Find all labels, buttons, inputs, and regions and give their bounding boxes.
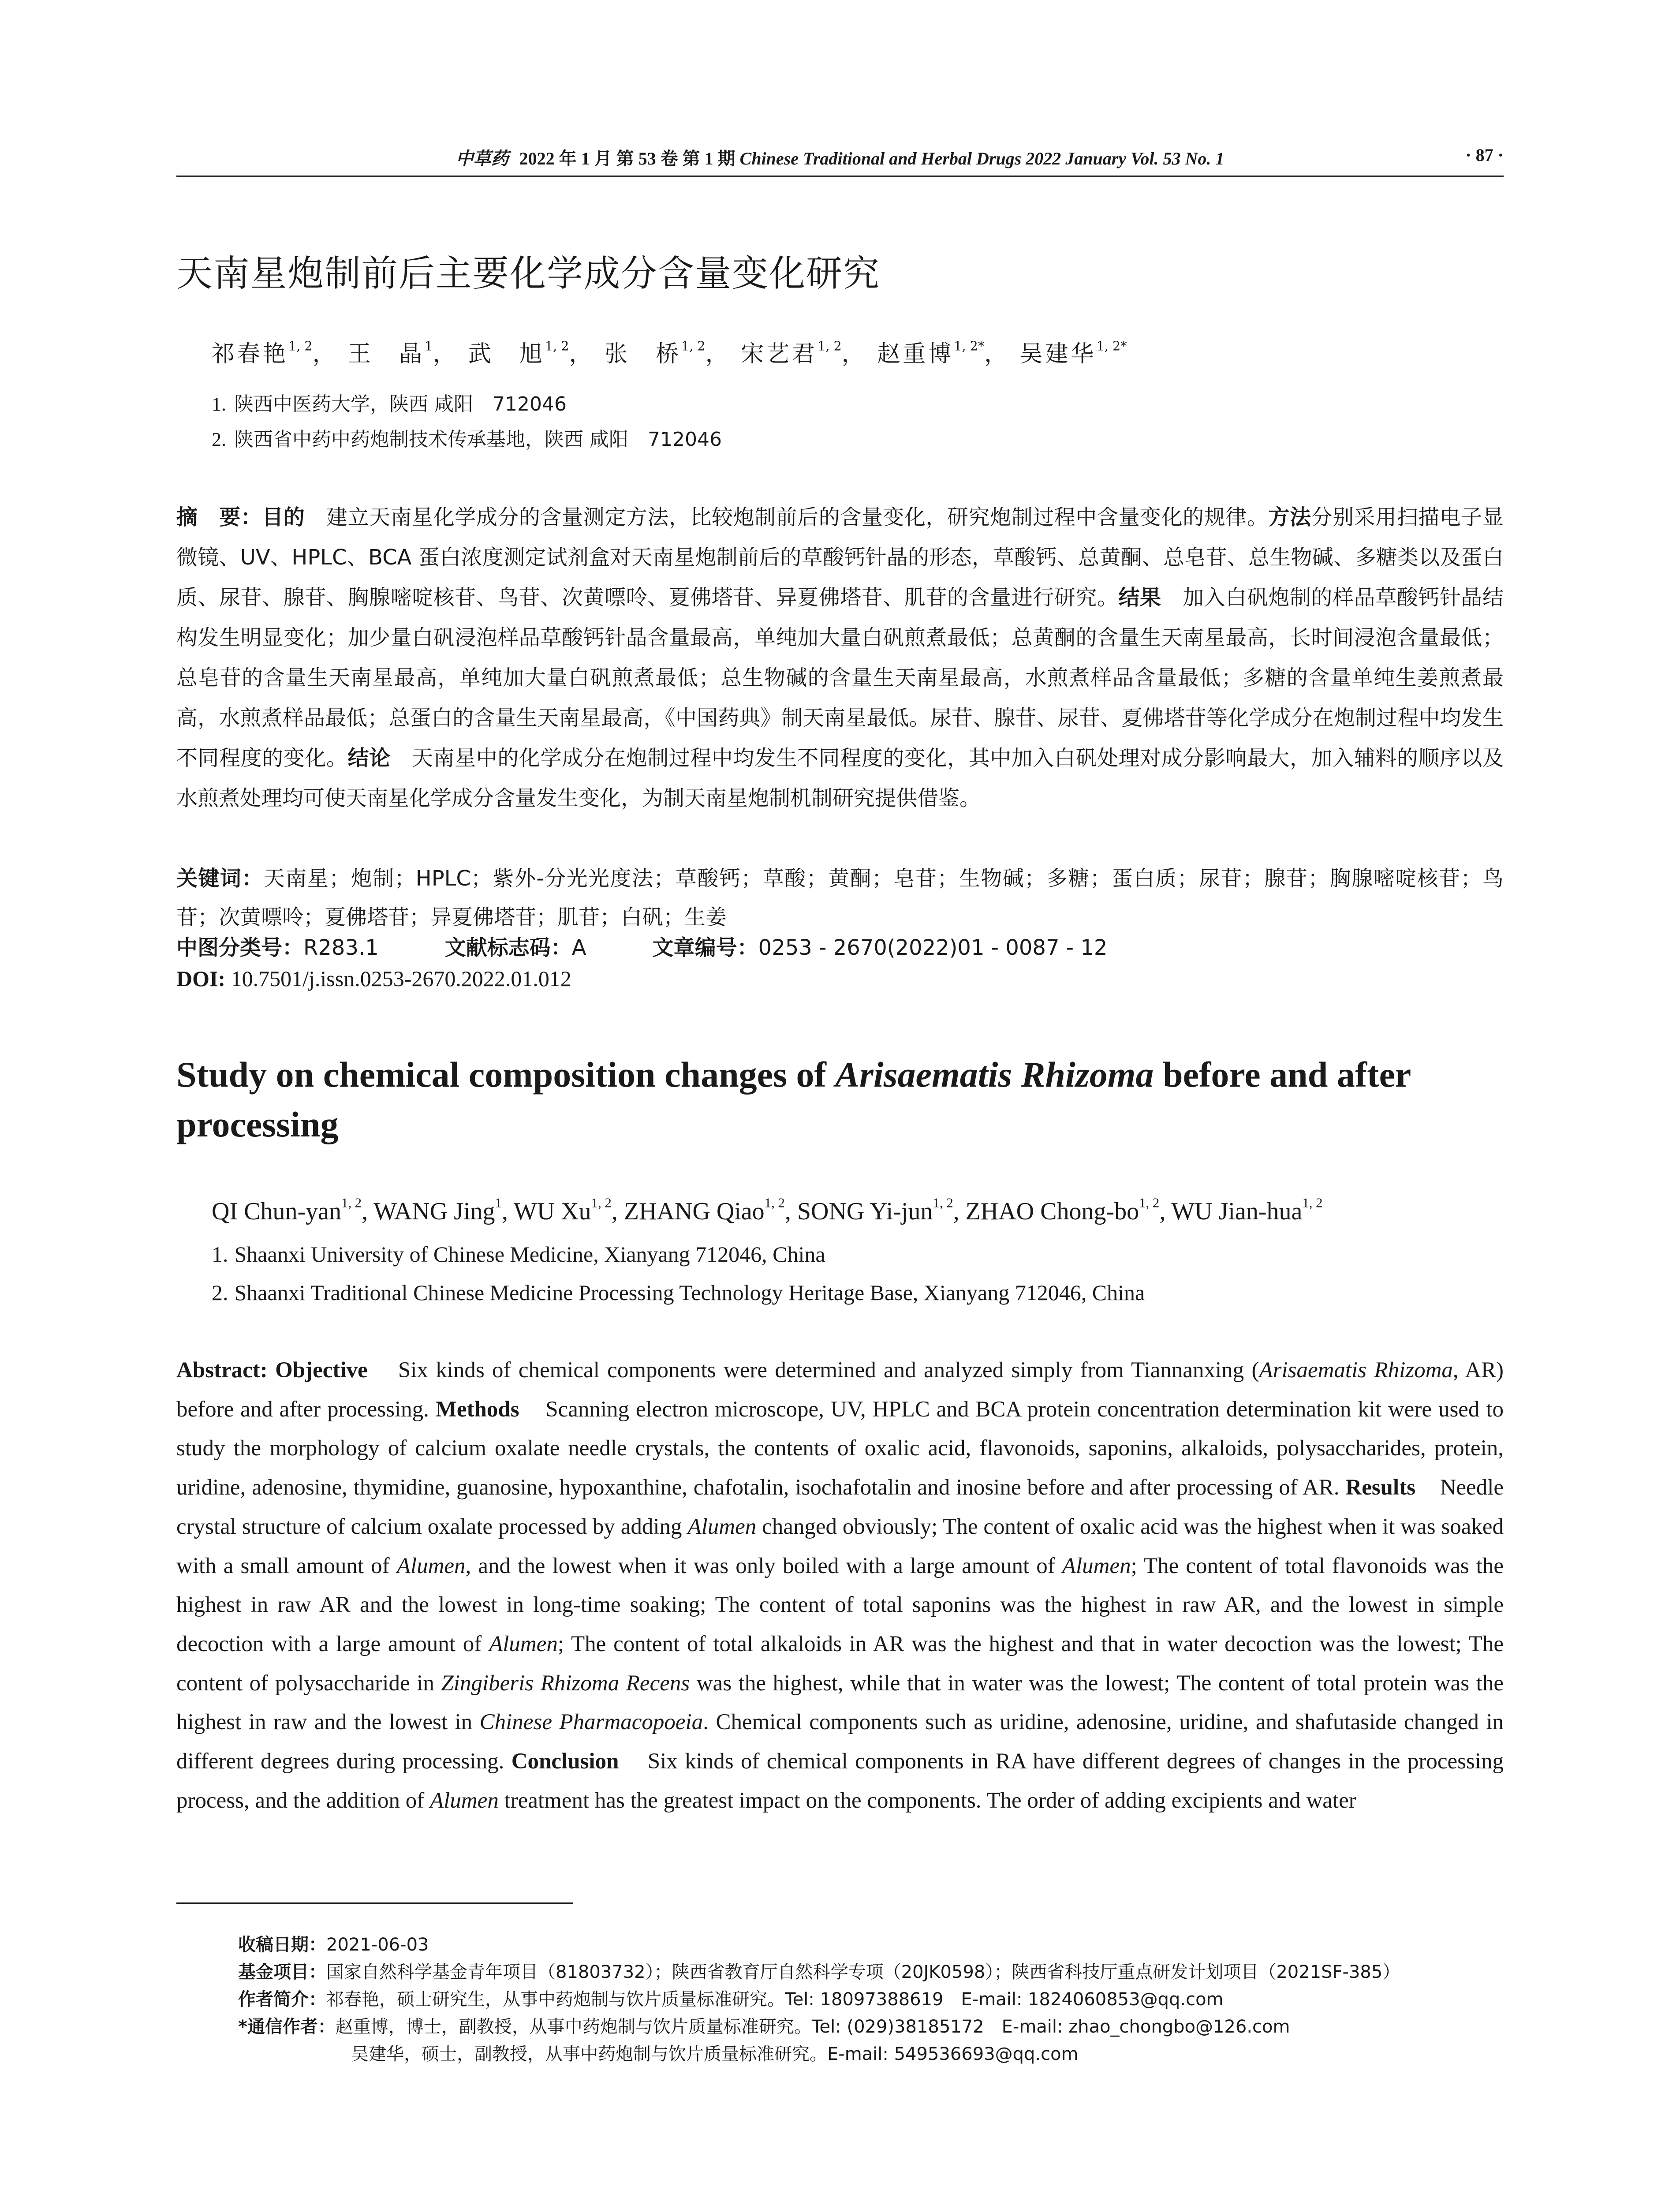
fund-value: 国家自然科学基金青年项目（81803732）；陕西省教育厅自然科学专项（20JK0598）；陕西省科技厅重点研发计划项目（2021SF-385） xyxy=(326,1962,1400,1982)
author-bio-label: 作者简介： xyxy=(238,1989,326,2010)
results-italic: Alumen xyxy=(687,1514,757,1539)
article-no-value: 0253 - 2670(2022)01 - 0087 - 12 xyxy=(758,935,1108,960)
author-affil-sup: 1, 2 xyxy=(591,1195,612,1211)
results-italic: Alumen xyxy=(489,1631,558,1656)
keywords-text: 天南星；炮制；HPLC；紫外-分光光度法；草酸钙；草酸；黄酮；皂苷；生物碱；多糖；蛋白质；尿苷；腺苷；胸腺嘧啶核苷；鸟苷；次黄嘌呤；夏佛塔苷；异夏佛塔苷；肌苷；白矾；生姜 xyxy=(176,866,1504,930)
author-affil-sup: 1, 2 xyxy=(288,338,313,354)
affiliation-text: 陕西省中药中药炮制技术传承基地，陕西 咸阳 712046 xyxy=(234,428,722,451)
methods-text: Scanning electron microscope, UV, HPLC and BCA protein concentration determination kit were used to study the morphology of calcium oxalate needle crystals, the contents of oxalic acid, flavonoids, saponins, alkaloids, polysaccharides, protein, uridine, adenosine, thymidine, guanosine, hypoxanthine, chafotalin, isochafotalin and inosine before and after processing of AR. xyxy=(176,1397,1504,1500)
footnote-corresponding-2 xyxy=(351,2040,1079,2065)
affiliation-text: Shaanxi University of Chinese Medicine, Xianyang 712046, China xyxy=(234,1242,825,1267)
footnote-fund xyxy=(238,1958,1400,1983)
clc-label: 中图分类号： xyxy=(176,935,304,960)
author-cn: 祁春艳 xyxy=(212,341,289,367)
journal-name-cn: 中草药 xyxy=(455,148,509,169)
affiliation-en-1 xyxy=(212,1241,825,1267)
author-en: ZHAO Chong-bo xyxy=(965,1198,1139,1225)
author-en: WANG Jing xyxy=(373,1198,495,1225)
author-en: WU Jian-hua xyxy=(1171,1198,1303,1225)
results-text: changed obviously; The content of oxalic acid was the highest when it was soaked with a small amount of xyxy=(176,1514,1504,1578)
results-italic: Alumen xyxy=(1062,1553,1131,1578)
results-label: Results xyxy=(1345,1475,1416,1500)
results-text: was the highest, while that in water was the lowest; The content of total protein was the highest in raw and the lowest in xyxy=(176,1671,1504,1735)
footnote-rule xyxy=(176,1902,573,1904)
author-cn: 吴建华 xyxy=(1019,341,1097,367)
classification-line xyxy=(176,931,1107,961)
title-cn: 天南星炮制前后主要化学成分含量变化研究 xyxy=(176,253,881,295)
conclusion-text: treatment has the greatest impact on the components. The order of adding excipients and water xyxy=(498,1788,1356,1813)
author-en: WU Xu xyxy=(513,1198,591,1225)
doi-label: DOI: xyxy=(176,966,226,991)
author-affil-sup: 1, 2 xyxy=(681,338,706,354)
objective-text: , AR) before and after processing. xyxy=(176,1358,1504,1422)
results-text: ; The content of total alkaloids in AR was the highest and that in water decoction was the lowest; The content of polysaccharide in xyxy=(176,1631,1504,1696)
author-cn: 宋艺君 xyxy=(741,341,818,367)
abstract-en xyxy=(176,1351,1504,1820)
fund-label: 基金项目： xyxy=(238,1962,326,1982)
objective-italic: Arisaematis Rhizoma xyxy=(1259,1358,1453,1383)
abstract-cn xyxy=(176,497,1504,818)
affiliation-text: Shaanxi Traditional Chinese Medicine Processing Technology Heritage Base, Xianyang 712046, China xyxy=(234,1280,1145,1305)
received-label: 收稿日期： xyxy=(238,1935,326,1955)
keywords-label: 关键词： xyxy=(176,866,264,891)
article-no-label: 文章编号： xyxy=(652,935,758,960)
author-en: SONG Yi-jun xyxy=(797,1198,933,1225)
conclusion-label: 结论 xyxy=(347,746,391,770)
author-affil-sup: 1, 2 xyxy=(1139,1195,1160,1211)
corresponding-value: 赵重博，博士，副教授，从事中药炮制与饮片质量标准研究。Tel: (029)38185172 E-mail: zhao_chongbo@126.com xyxy=(335,2017,1290,2037)
results-text: 加入白矾炮制的样品草酸钙针晶结构发生明显变化；加少量白矾浸泡样品草酸钙针晶含量最高，单纯加大量白矾煎煮最低；总黄酮的含量生天南星最高，长时间浸泡含量最低；总皂苷的含量生天南星最高，单纯加大量白矾煎煮最低；总生物碱的含量生天南星最高，水煎煮样品含量最低；多糖的含量单纯生姜煎煮最高，水煎煮样品最低；总蛋白的含量生天南星最高，《中国药典》制天南星最低。尿苷、腺苷、尿苷、夏佛塔苷等化学成分在炮制过程中均发生不同程度的变化。 xyxy=(176,585,1504,770)
affiliation-cn-2 xyxy=(212,423,722,452)
results-label: 结果 xyxy=(1118,585,1161,610)
footnote-author xyxy=(238,1985,1224,2011)
author-affil-sup: 1, 2 xyxy=(545,338,569,354)
footnote-received xyxy=(238,1931,429,1956)
title-en-italic: Arisaematis Rhizoma xyxy=(835,1054,1154,1095)
conclusion-label: Conclusion xyxy=(511,1749,619,1774)
abstract-label: Abstract: xyxy=(176,1358,268,1383)
author-en: QI Chun-yan xyxy=(212,1198,341,1225)
title-en-part: Study on chemical composition changes of xyxy=(176,1054,836,1095)
affiliation-number: 1. xyxy=(212,393,226,415)
affiliation-number: 2. xyxy=(212,429,226,450)
affiliation-cn-1 xyxy=(212,388,567,416)
keywords-cn xyxy=(176,859,1504,937)
author-en: ZHANG Qiao xyxy=(623,1198,765,1225)
received-value: 2021-06-03 xyxy=(326,1935,429,1955)
author-cn: 张 桥 xyxy=(605,341,682,367)
running-header xyxy=(176,141,1504,176)
affiliation-en-2 xyxy=(212,1280,1145,1305)
doi-line xyxy=(176,966,571,991)
objective-label: 目的 xyxy=(262,505,305,530)
author-cn: 赵重博 xyxy=(877,341,954,367)
doi-link[interactable]: 10.7501/j.issn.0253-2670.2022.01.012 xyxy=(231,966,571,991)
results-text: ; The content of total flavonoids was the highest in raw AR and the lowest in long-time soaking; The content of total saponins was the highest in raw AR, and the lowest in simple decoction with a large amount of xyxy=(176,1553,1504,1656)
affiliation-number: 2. xyxy=(212,1280,228,1305)
author-affil-sup: 1 xyxy=(495,1195,502,1211)
objective-text: 建立天南星化学成分的含量测定方法，比较炮制前后的含量变化，研究炮制过程中含量变化的规律。 xyxy=(326,505,1269,530)
author-affil-sup: 1, 2* xyxy=(1096,338,1127,354)
results-italic: Alumen xyxy=(396,1553,466,1578)
objective-label: Objective xyxy=(275,1358,368,1383)
corresponding-value: 吴建华，硕士，副教授，从事中药炮制与饮片质量标准研究。E-mail: 549536693@qq.com xyxy=(351,2044,1079,2064)
objective-text: Six kinds of chemical components were determined and analyzed simply from Tiannanxing ( xyxy=(398,1358,1259,1383)
results-text: Needle crystal structure of calcium oxalate processed by adding xyxy=(176,1475,1504,1539)
author-affil-sup: 1, 2 xyxy=(818,338,842,354)
author-cn: 武 旭 xyxy=(468,341,545,367)
authors-cn: 祁春艳$^{1, 2}$， 王 晶$^1$， 武 旭$^{1, 2}$， 张 桥$^{1, 2}$， 宋艺君$^{1, 2}$， 赵重博$^{1, 2*}$， 吴建华$^{1, 2*}$ xyxy=(212,338,1127,367)
conclusion-italic: Alumen xyxy=(430,1788,499,1813)
title-en xyxy=(176,1050,1512,1149)
page-number: · 87 · xyxy=(1465,145,1504,165)
results-italic: Zingiberis Rhizoma Recens xyxy=(441,1671,690,1696)
header-rule xyxy=(176,176,1504,177)
authors-en: QI Chun-yan$^{1, 2}$, WANG Jing$^1$, WU Xu$^{1, 2}$, ZHANG Qiao$^{1, 2}$, SONG Yi-jun$^{1, 2}$, ZHAO Chong-bo$^{1, 2}$, WU Jian-hua$^{1, 2}$ xyxy=(212,1195,1323,1225)
author-affil-sup: 1, 2 xyxy=(341,1195,362,1211)
methods-text: 分别采用扫描电子显微镜、UV、HPLC、BCA 蛋白浓度测定试剂盒对天南星炮制前后的草酸钙针晶的形态，草酸钙、总黄酮、总皂苷、总生物碱、多糖类以及蛋白质、尿苷、腺苷、胸腺嘧啶核苷、鸟苷、次黄嘌呤、夏佛塔苷、异夏佛塔苷、肌苷的含量进行研究。 xyxy=(176,505,1504,610)
results-text: . Chemical components such as uridine, adenosine, uridine, and shafutaside changed in different degrees during processing. xyxy=(176,1710,1504,1774)
author-affil-sup: 1, 2 xyxy=(1302,1195,1323,1211)
abstract-label: 摘 要： xyxy=(176,505,262,530)
author-affil-sup: 1, 2* xyxy=(954,338,985,354)
footnote-corresponding-1 xyxy=(238,2013,1290,2038)
author-affil-sup: 1 xyxy=(425,338,433,354)
affiliation-number: 1. xyxy=(212,1242,228,1267)
conclusion-text: Six kinds of chemical components in RA have different degrees of changes in the processing process, and the addition of xyxy=(176,1749,1504,1813)
title-en-part: before and after processing xyxy=(176,1054,1411,1144)
author-affil-sup: 1, 2 xyxy=(933,1195,953,1211)
corresponding-label: *通信作者： xyxy=(238,2017,336,2037)
author-cn: 王 晶 xyxy=(348,341,425,367)
methods-label: Methods xyxy=(435,1397,519,1422)
journal-issue-en: Chinese Traditional and Herbal Drugs 2022 January Vol. 53 No. 1 xyxy=(739,149,1225,168)
doc-code-value: A xyxy=(571,935,586,960)
doc-code-label: 文献标志码： xyxy=(444,935,572,960)
methods-label: 方法 xyxy=(1268,505,1311,530)
conclusion-text: 天南星中的化学成分在炮制过程中均发生不同程度的变化，其中加入白矾处理对成分影响最大，加入辅料的顺序以及水煎煮处理均可使天南星化学成分含量发生变化，为制天南星炮制机制研究提供借鉴。 xyxy=(176,746,1504,811)
author-affil-sup: 1, 2 xyxy=(764,1195,785,1211)
author-bio-value: 祁春艳，硕士研究生，从事中药炮制与饮片质量标准研究。Tel: 18097388619 E-mail: 1824060853@qq.com xyxy=(326,1989,1224,2010)
clc-value: R283.1 xyxy=(303,935,379,960)
issue-info-cn: 2022 年 1 月 第 53 卷 第 1 期 xyxy=(519,149,735,168)
running-header-text xyxy=(176,145,1504,170)
results-italic: Chinese Pharmacopoeia xyxy=(479,1710,703,1735)
affiliation-text: 陕西中医药大学，陕西 咸阳 712046 xyxy=(234,393,567,415)
results-text: , and the lowest when it was only boiled with a large amount of xyxy=(465,1553,1062,1578)
